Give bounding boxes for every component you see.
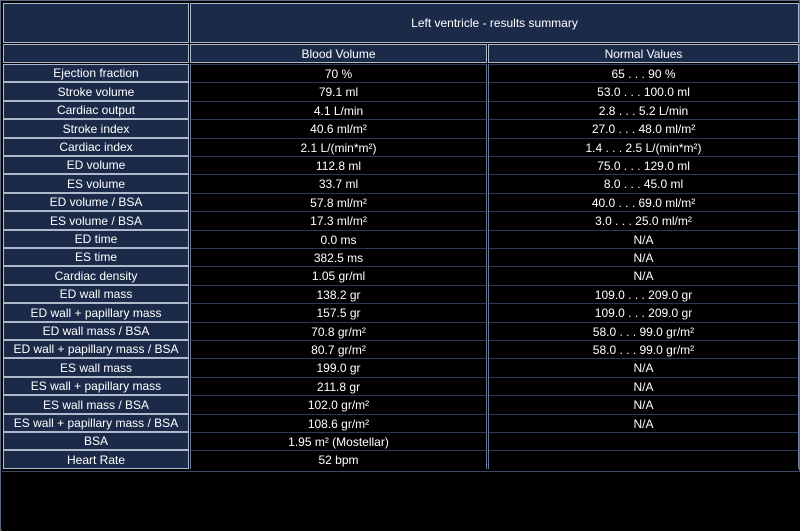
row-normal-value xyxy=(489,432,798,450)
row-normal-value: 8.0 . . . 45.0 ml xyxy=(489,174,798,193)
label-column-header xyxy=(3,44,189,63)
row-normal-value: 2.8 . . . 5.2 L/min xyxy=(489,101,798,119)
row-normal-value: 65 . . . 90 % xyxy=(489,64,798,82)
row-label: ES wall + papillary mass xyxy=(3,377,189,395)
row-normal-value: N/A xyxy=(489,377,798,395)
empty-footer-area xyxy=(2,471,800,531)
row-label: ES wall mass / BSA xyxy=(3,395,189,414)
corner-header-cell xyxy=(3,3,189,43)
row-label: ED volume xyxy=(3,156,189,174)
row-normal-value: N/A xyxy=(489,230,798,248)
row-normal-value xyxy=(489,450,798,469)
row-label: ES wall mass xyxy=(3,358,189,377)
table-title: Left ventricle - results summary xyxy=(190,3,799,43)
row-blood-volume-value: 70 % xyxy=(191,64,486,82)
row-blood-volume-value: 1.05 gr/ml xyxy=(191,266,486,285)
row-label: ED wall + papillary mass xyxy=(3,303,189,322)
row-blood-volume-value: 52 bpm xyxy=(191,450,486,469)
row-normal-value: N/A xyxy=(489,248,798,266)
row-blood-volume-value: 108.6 gr/m² xyxy=(191,414,486,432)
row-normal-value: 3.0 . . . 25.0 ml/m² xyxy=(489,211,798,230)
row-blood-volume-value: 157.5 gr xyxy=(191,303,486,322)
row-blood-volume-value: 79.1 ml xyxy=(191,82,486,101)
row-blood-volume-value: 33.7 ml xyxy=(191,174,486,193)
row-blood-volume-value: 211.8 gr xyxy=(191,377,486,395)
row-label: ED volume / BSA xyxy=(3,193,189,211)
row-normal-value: 58.0 . . . 99.0 gr/m² xyxy=(489,322,798,340)
row-label: ED time xyxy=(3,230,189,248)
row-normal-value: 75.0 . . . 129.0 ml xyxy=(489,156,798,174)
row-blood-volume-value: 102.0 gr/m² xyxy=(191,395,486,414)
row-label: ES wall + papillary mass / BSA xyxy=(3,414,189,432)
row-blood-volume-value: 0.0 ms xyxy=(191,230,486,248)
blood-volume-column-header: Blood Volume xyxy=(190,44,487,63)
row-blood-volume-value: 40.6 ml/m² xyxy=(191,119,486,138)
row-normal-value: N/A xyxy=(489,414,798,432)
row-blood-volume-value: 4.1 L/min xyxy=(191,101,486,119)
row-blood-volume-value: 57.8 ml/m² xyxy=(191,193,486,211)
row-label: Ejection fraction xyxy=(3,64,189,82)
row-label: Heart Rate xyxy=(3,450,189,469)
row-blood-volume-value: 80.7 gr/m² xyxy=(191,340,486,358)
row-normal-value: N/A xyxy=(489,358,798,377)
row-normal-value: 1.4 . . . 2.5 L/(min*m²) xyxy=(489,138,798,156)
normal-values-column-header: Normal Values xyxy=(488,44,799,63)
row-label: BSA xyxy=(3,432,189,450)
row-label: Cardiac index xyxy=(3,138,189,156)
row-label: ES time xyxy=(3,248,189,266)
row-label: Stroke index xyxy=(3,119,189,138)
row-label: Cardiac output xyxy=(3,101,189,119)
row-blood-volume-value: 112.8 ml xyxy=(191,156,486,174)
row-blood-volume-value: 2.1 L/(min*m²) xyxy=(191,138,486,156)
row-normal-value: 109.0 . . . 209.0 gr xyxy=(489,303,798,322)
row-normal-value: N/A xyxy=(489,395,798,414)
row-label: Cardiac density xyxy=(3,266,189,285)
row-blood-volume-value: 199.0 gr xyxy=(191,358,486,377)
row-label: ES volume / BSA xyxy=(3,211,189,230)
row-blood-volume-value: 138.2 gr xyxy=(191,285,486,303)
row-blood-volume-value: 1.95 m² (Mostellar) xyxy=(191,432,486,450)
row-normal-value: 109.0 . . . 209.0 gr xyxy=(489,285,798,303)
row-normal-value: 53.0 . . . 100.0 ml xyxy=(489,82,798,101)
row-label: ED wall mass / BSA xyxy=(3,322,189,340)
row-normal-value: N/A xyxy=(489,266,798,285)
row-label: ES volume xyxy=(3,174,189,193)
row-label: ED wall + papillary mass / BSA xyxy=(3,340,189,358)
row-normal-value: 40.0 . . . 69.0 ml/m² xyxy=(489,193,798,211)
row-blood-volume-value: 17.3 ml/m² xyxy=(191,211,486,230)
row-normal-value: 27.0 . . . 48.0 ml/m² xyxy=(489,119,798,138)
row-blood-volume-value: 70.8 gr/m² xyxy=(191,322,486,340)
row-label: Stroke volume xyxy=(3,82,189,101)
row-label: ED wall mass xyxy=(3,285,189,303)
row-normal-value: 58.0 . . . 99.0 gr/m² xyxy=(489,340,798,358)
row-blood-volume-value: 382.5 ms xyxy=(191,248,486,266)
